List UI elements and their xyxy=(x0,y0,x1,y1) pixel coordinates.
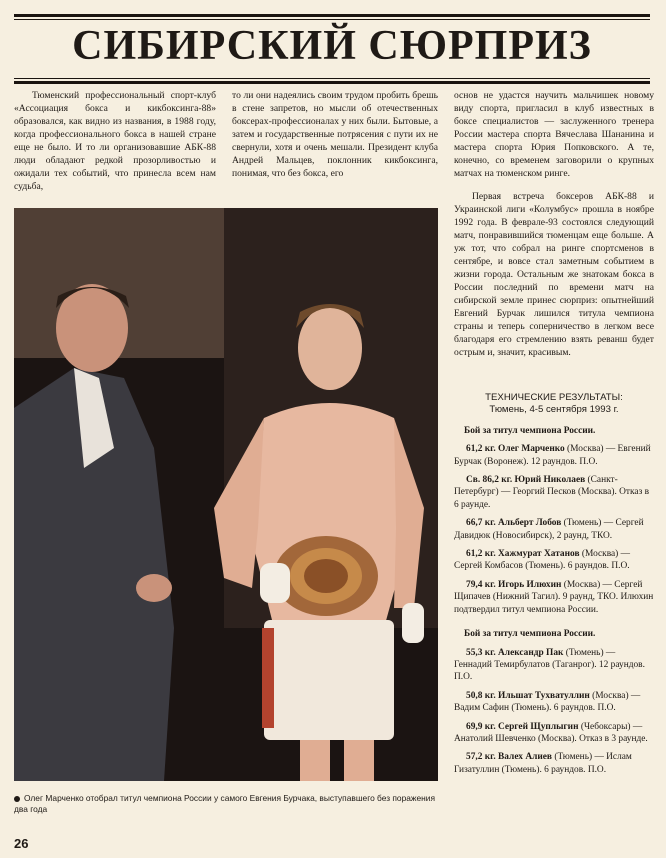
result-item: Св. 86,2 кг. Юрий Николаев (Санкт-Петербург) — Георгий Песков (Москва). Отказ в 6 раунде. xyxy=(454,475,650,510)
col3-paragraph-1: основ не удастся научить мальчишек новому виду спорта, пригласил в клуб известных в боксе специалистов — заслуженного тренера России мастера спорта Вячеслава Шананина и мастера спорта Юрия Попковского. А те, конечно, со временем заговорили о крупных матчах на тюменском ринге. xyxy=(454,90,654,179)
results-title: ТЕХНИЧЕСКИЕ РЕЗУЛЬТАТЫ: xyxy=(485,392,623,403)
result-item: 50,8 кг. Ильшат Тухватуллин (Москва) — Вадим Сафин (Тюмень). 6 раундов. П.О. xyxy=(454,690,641,714)
text-column-3 xyxy=(454,89,654,359)
result-item: 55,3 кг. Александр Пак (Тюмень) — Геннадий Темирбулатов (Таганрог). 12 раундов. П.О. xyxy=(454,647,645,683)
page-number: 26 xyxy=(14,836,29,851)
photo-illustration xyxy=(14,208,438,781)
result-item: 69,9 кг. Сергей Щуплыгин (Чебоксары) — Анатолий Шевченко (Москва). Отказ в 3 раунде. xyxy=(454,721,648,744)
article-title: СИБИРСКИЙ СЮРПРИЗ xyxy=(72,23,592,69)
boxer-photo xyxy=(14,208,438,781)
result-item: 61,2 кг. Олег Марченко (Москва) — Евгений Бурчак (Воронеж). 12 раундов. П.О. xyxy=(454,444,651,467)
results-section-1-head: Бой за титул чемпиона России. xyxy=(464,425,596,436)
text-column-1 xyxy=(14,89,216,193)
col3-paragraph-2: Первая встреча боксеров АБК-88 и Украинской лиги «Колумбус» прошла в ноябре 1992 года. В феврале-93 состоялся следующий матч, понравившийся тюменцам еще больше. А уж тот, что собрал на ринге спортсменов в сентябре, и вовсе стал заметным событием в жизни города. Остальным же знатокам бокса в России последний по времени матч на сибирской земле принес сюрприз: опытнейший Евгений Бурчак лишился титула чемпиона страны и теперь соперничество в легком весе благодаря его стремлению взять реванш будет острым и, значит, красивым. xyxy=(454,191,654,358)
title-rule-thin xyxy=(14,78,650,79)
text-column-2 xyxy=(232,89,438,180)
technical-results xyxy=(454,392,654,782)
results-section-2-head: Бой за титул чемпиона России. xyxy=(464,629,596,640)
col2-paragraph: то ли они надеялись своим трудом пробить брешь в стене запретов, но мысли об отечественных боксерах-профессионалах у них были. Бытовые, а затем и государственные потрясения с пути их не свернули, хотя и очень мешали. Президент клуба Андрей Мальцев, поклонник кикбоксинга, понимая, что без бокса, его xyxy=(232,90,438,179)
caption-bullet-icon xyxy=(14,796,20,802)
result-item: 57,2 кг. Валех Алиев (Тюмень) — Ислам Гизатуллин (Тюмень). 6 раундов. П.О. xyxy=(454,752,632,775)
title-rule xyxy=(14,81,650,84)
result-item: 61,2 кг. Хажмурат Хатанов (Москва) — Сергей Комбасов (Тюмень). 6 раундов. П.О. xyxy=(454,549,631,572)
photo-caption xyxy=(14,793,438,815)
results-subtitle: Тюмень, 4-5 сентября 1993 г. xyxy=(489,404,619,416)
result-item: 79,4 кг. Игорь Илюхин (Москва) — Сергей Щипачев (Нижний Тагил). 9 раунд, ТКО. Илюхин подтвердил титул чемпиона России. xyxy=(454,579,654,615)
caption-text: Олег Марченко отобрал титул чемпиона России у самого Евгения Бурчака, выступавшего без поражения два года xyxy=(14,793,436,814)
result-item: 66,7 кг. Альберт Лобов (Тюмень) — Сергей Давидюк (Новосибирск), 2 раунд, ТКО. xyxy=(454,518,644,541)
top-rule-thin xyxy=(14,19,650,20)
col1-paragraph: Тюменский профессиональный спорт-клуб «Ассоциация бокса и кикбоксинга-88» образовался, как видно из названия, в 1988 году, когда профессионального бокса в нашей стране еще не было. И то ли организовавшие АБК-88 люди обладают редкой прозорливостью и ожидали тех событий, что принесла всем нам судьба, xyxy=(14,90,216,192)
top-rule xyxy=(14,14,650,17)
